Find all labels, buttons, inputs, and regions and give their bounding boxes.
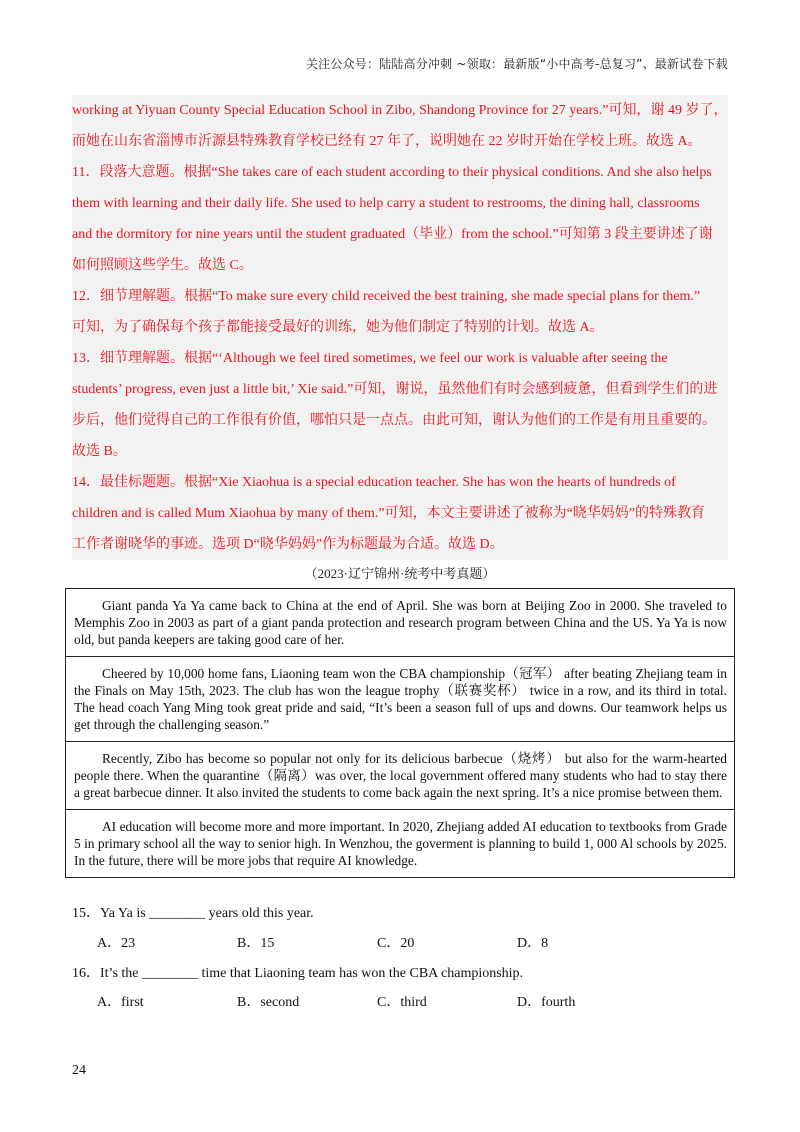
answer-line: 14．最佳标题题。根据“Xie Xiaohua is a special education teacher. She has won the hearts of hundreds of bbox=[72, 475, 676, 490]
option-b[interactable]: B．second bbox=[237, 995, 300, 1010]
passage-text: AI education will become more and more important. In 2020, Zhejiang added AI education to textbooks from Grade 5 in primary school all the way to senior high. In Wenzhou, the goverment is planning to build 1, 000 Al schools by 2025. In the future, there will be more jobs that require AI knowledge. bbox=[74, 819, 727, 868]
answer-explanations bbox=[72, 95, 728, 560]
option-d[interactable]: D．8 bbox=[517, 936, 549, 951]
option-a[interactable]: A．23 bbox=[97, 936, 136, 951]
passage-box bbox=[66, 742, 734, 810]
passage-text: Cheered by 10,000 home fans, Liaoning team won the CBA championship（冠军） after beating Zhejiang team in the Finals on May 15th, 2023. The club has won the league trophy（联赛奖杯） twice in a row, and its third in total. The head coach Yang Ming took great pride and said, “It’s been a season full of ups and downs. Our teamwork helps us get through the challenging season.” bbox=[74, 666, 727, 732]
answer-line: 12．细节理解题。根据“To make sure every child received the best training, she made special plans for them.” bbox=[72, 289, 701, 304]
passage-text: Giant panda Ya Ya came back to China at the end of April. She was born at Beijing Zoo in 2000. She traveled to Memphis Zoo in 2003 as part of a giant panda protection and research program between China and the US. Ya Ya is now old, but panda keepers are taking good care of her. bbox=[74, 598, 727, 647]
passage-box bbox=[66, 810, 734, 877]
answer-line: and the dormitory for nine years until the student graduated（毕业）from the school.”可知第 3 段主要讲述了谢 bbox=[72, 227, 713, 242]
answer-line: 步后，他们觉得自己的工作很有价值，哪怕只是一点点。由此可知，谢认为他们的工作是有用且重要的。 bbox=[72, 413, 716, 428]
answer-line: 而她在山东省淄博市沂源县特殊教育学校已经有 27 年了，说明她在 22 岁时开始在学校上班。故选 A。 bbox=[72, 134, 702, 149]
question-source: （2023·辽宁锦州·统考中考真题） bbox=[304, 566, 496, 581]
answer-line: students’ progress, even just a little bit,’ Xie said.”可知，谢说，虽然他们有时会感到疲惫，但看到学生们的进 bbox=[72, 382, 718, 397]
question-options bbox=[97, 991, 657, 1011]
option-d[interactable]: D．fourth bbox=[517, 995, 576, 1010]
option-c[interactable]: C．third bbox=[377, 995, 427, 1010]
question-stem: 15．Ya Ya is ________ years old this year. bbox=[72, 906, 314, 921]
answer-line: them with learning and their daily life. She used to help carry a student to restrooms, the dining hall, classrooms bbox=[72, 196, 700, 211]
answer-line: 工作者谢晓华的事迹。选项 D“晓华妈妈”作为标题最为合适。故选 D。 bbox=[72, 537, 504, 552]
answer-line: 可知，为了确保每个孩子都能接受最好的训练，她为他们制定了特别的计划。故选 A。 bbox=[72, 320, 604, 335]
question-options bbox=[97, 932, 657, 952]
answer-line: 13．细节理解题。根据“‘Although we feel tired sometimes, we feel our work is valuable after seeing the bbox=[72, 351, 668, 366]
passage-table bbox=[65, 588, 735, 878]
option-c[interactable]: C．20 bbox=[377, 936, 415, 951]
page-number: 24 bbox=[72, 1063, 86, 1078]
answer-line: working at Yiyuan County Special Education School in Zibo, Shandong Province for 27 years.”可知，谢 49 岁了， bbox=[72, 103, 728, 118]
passage-box bbox=[66, 589, 734, 657]
answer-line: children and is called Mum Xiaohua by many of them.”可知，本文主要讲述了被称为“晓华妈妈”的特殊教育 bbox=[72, 506, 706, 521]
passage-text: Recently, Zibo has become so popular not only for its delicious barbecue（烧烤） but also for the warm-hearted people there. When the quarantine（隔离）was over, the local government offered many students who had to stay there a great barbecue dinner. It also invited the students to come back again the next spring. It’s a nice promise between them. bbox=[74, 751, 727, 800]
question-stem: 16．It’s the ________ time that Liaoning team has won the CBA championship. bbox=[72, 966, 524, 981]
option-a[interactable]: A．first bbox=[97, 995, 144, 1010]
answer-line: 如何照顾这些学生。故选 C。 bbox=[72, 258, 253, 273]
option-b[interactable]: B．15 bbox=[237, 936, 275, 951]
page-header: 关注公众号：陆陆高分冲刺 ~领取：最新版“小中高考-总复习”、最新试卷下载 bbox=[305, 57, 728, 71]
answer-line: 故选 B。 bbox=[72, 444, 127, 459]
answer-line: 11．段落大意题。根据“She takes care of each student according to their physical conditions. And she also helps bbox=[72, 165, 712, 180]
passage-box bbox=[66, 657, 734, 742]
